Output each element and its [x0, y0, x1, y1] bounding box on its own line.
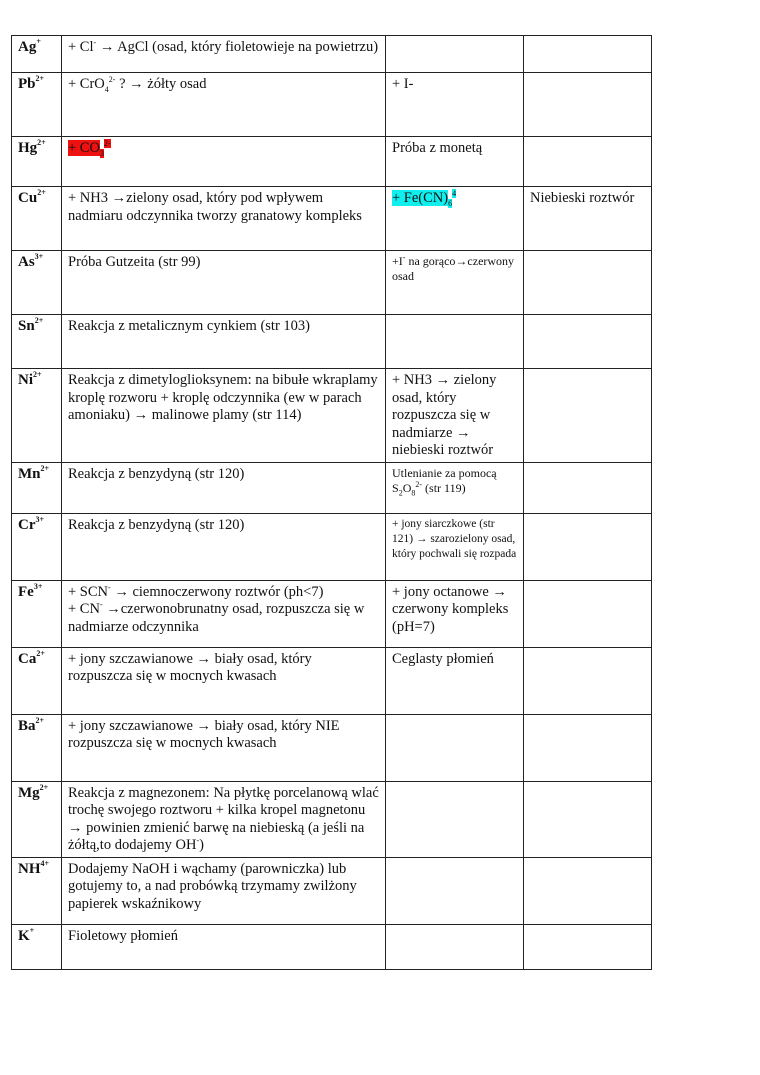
alt-test-part: Ceglasty płomień [392, 650, 494, 667]
ion-symbol [18, 254, 43, 270]
reaction-part: Próba Gutzeita (str 99) [68, 254, 201, 270]
alt-test-part: Utlenianie za pomocą S [392, 465, 497, 495]
ion-cell [12, 714, 62, 781]
ion-base: Pb [18, 76, 36, 92]
reaction-part: + jony szczawianowe → biały osad, który NIE rozpuszcza się w mocnych kwasach [68, 717, 340, 751]
alt-test-part: 2- [415, 479, 423, 489]
ion-symbol [18, 925, 35, 944]
ion-base: Ni [18, 372, 33, 388]
alt-test-part: + Fe(CN) [392, 190, 449, 206]
ion-symbol [18, 648, 45, 667]
ion-charge: 2+ [35, 715, 45, 725]
ion-symbol [18, 463, 50, 482]
reaction-cell [62, 513, 386, 580]
table-row [12, 781, 652, 857]
alt-test-part: 8 [411, 487, 416, 497]
table-row [12, 857, 652, 924]
alt-test-cell [386, 73, 524, 137]
table-body [12, 36, 652, 970]
result-cell [524, 369, 652, 463]
ion-charge: 2+ [37, 138, 46, 147]
ion-cell [12, 36, 62, 73]
ion-cell [12, 580, 62, 647]
ion-symbol [18, 318, 43, 334]
alt-test-part: + jony octanowe → czerwony kompleks (pH=7) [392, 583, 509, 635]
alt-test-cell [386, 924, 524, 969]
alt-test-cell [386, 714, 524, 781]
reaction-part: → ciemnoczerwony roztwór (ph<7) [110, 583, 324, 600]
reaction-cell [62, 857, 386, 924]
reaction-part: + jony szczawianowe → biały osad, który rozpuszcza się w mocnych kwasach [68, 650, 312, 684]
ion-base: As [18, 254, 35, 270]
ion-cell [12, 857, 62, 924]
ion-base: NH [18, 860, 41, 877]
result-cell [524, 857, 652, 924]
ion-base: Mg [18, 784, 40, 801]
reaction-cell [62, 580, 386, 647]
reaction-part: + CO [68, 140, 100, 156]
reaction-part: 2- [103, 139, 111, 149]
reaction-part: Reakcja z benzydyną (str 120) [68, 516, 245, 533]
alt-test-cell [386, 513, 524, 580]
reaction-cell [62, 462, 386, 513]
reaction-part: - [93, 38, 97, 48]
reaction-cell [62, 73, 386, 137]
reaction-part: + NH3 →zielony osad, który pod wpływem nadmiaru odczynnika tworzy granatowy kompleks [68, 190, 362, 224]
result-cell [524, 462, 652, 513]
ion-base: Cu [18, 190, 38, 206]
table-row [12, 36, 652, 73]
ion-charge: 3+ [33, 581, 43, 591]
ion-charge: + [36, 37, 41, 46]
reaction-cell [62, 647, 386, 714]
ion-base: Cr [18, 516, 36, 533]
ion-base: Fe [18, 583, 34, 600]
table-row [12, 513, 652, 580]
ion-charge: 2+ [40, 463, 50, 473]
table-row [12, 315, 652, 369]
ion-base: Hg [18, 140, 38, 156]
reaction-cell [62, 714, 386, 781]
result-cell [524, 647, 652, 714]
alt-test-cell [386, 580, 524, 647]
ion-cell [12, 251, 62, 315]
reaction-part: + CrO [68, 76, 105, 92]
reaction-cell [62, 251, 386, 315]
alt-test-cell [386, 187, 524, 251]
ion-charge: 2+ [37, 188, 46, 197]
alt-test-cell [386, 315, 524, 369]
ion-charge: 4+ [40, 858, 50, 868]
alt-test-cell [386, 857, 524, 924]
ion-symbol [18, 858, 50, 877]
alt-test-part: O [402, 480, 412, 495]
reaction-part: ? → żółty osad [115, 76, 207, 92]
reaction-cell [62, 187, 386, 251]
reaction-part: 3 [99, 148, 104, 158]
alt-test-part: 2 [398, 487, 403, 497]
alt-test-cell [386, 462, 524, 513]
result-cell [524, 315, 652, 369]
ion-base: Ba [18, 717, 36, 734]
alt-test-part: 6 [448, 198, 453, 208]
table-row [12, 187, 652, 251]
alt-test-cell [386, 781, 524, 857]
alt-test-part: + I- [392, 76, 414, 92]
ion-cell [12, 73, 62, 137]
table-row [12, 137, 652, 187]
reaction-part: Reakcja z magnezonem: Na płytkę porcelanową wlać trochę swojego roztworu + kilka kropel magnetonu → powinien zmienić barwę na niebieską (a jeśli na żółtą,to dodajemy OH [68, 784, 379, 853]
reaction-part: + SCN [68, 583, 109, 600]
table-row [12, 924, 652, 969]
reaction-part: + CN [68, 601, 100, 617]
alt-test-cell [386, 369, 524, 463]
ion-charge: 2+ [34, 316, 44, 325]
ion-base: Ag [18, 39, 37, 55]
reaction-part: Reakcja z benzydyną (str 120) [68, 465, 245, 482]
ion-cell [12, 462, 62, 513]
ion-cell [12, 369, 62, 463]
reaction-cell [62, 369, 386, 463]
ion-cell [12, 924, 62, 969]
ion-symbol [18, 140, 46, 156]
alt-test-cell [386, 137, 524, 187]
ion-cell [12, 647, 62, 714]
reaction-part: → AgCl (osad, który fioletowieje na powietrzu) [96, 39, 379, 55]
table-row [12, 580, 652, 647]
reaction-part: →czerwonobrunatny osad, rozpuszcza się w nadmiarze odczynnika [68, 601, 365, 635]
ion-base: K [18, 927, 30, 944]
ion-charge: 2+ [33, 370, 42, 379]
ion-charge: 2+ [39, 782, 49, 792]
ion-base: Ca [18, 650, 37, 667]
ion-cell [12, 781, 62, 857]
ion-charge: 3+ [34, 252, 44, 261]
result-cell [524, 251, 652, 315]
table-row [12, 462, 652, 513]
reaction-part: 2- [108, 75, 116, 85]
alt-test-part: - [402, 253, 406, 262]
alt-test-cell [386, 36, 524, 73]
reaction-part: Reakcja z metalicznym cynkiem (str 103) [68, 318, 310, 334]
alt-test-part: + NH3 → zielony osad, który rozpuszcza się w nadmiarze → niebieski roztwór [392, 372, 497, 458]
reaction-part: Fioletowy płomień [68, 927, 178, 944]
ion-symbol [18, 581, 43, 600]
result-cell: Niebieski roztwór [524, 187, 652, 251]
ion-cell [12, 187, 62, 251]
alt-test-part: 4 [452, 189, 457, 199]
result-cell [524, 580, 652, 647]
ion-symbol [18, 39, 41, 55]
alt-test-part: Próba z monetą [392, 140, 483, 156]
alt-test-part: +I [392, 254, 403, 268]
ion-charge: 2+ [35, 74, 45, 83]
result-cell [524, 73, 652, 137]
alt-test-part: na gorąco→czerwony osad [392, 254, 515, 283]
reaction-part: Reakcja z dimetyloglioksynem: na bibułe wkraplamy kroplę rozworu + kroplę odczynnika (ew w parach amoniaku) → malinowe plamy (str 114) [68, 372, 378, 423]
reaction-cell [62, 137, 386, 187]
result-cell [524, 36, 652, 73]
ion-base: Mn [18, 465, 41, 482]
table-row [12, 369, 652, 463]
ion-cell [12, 315, 62, 369]
reaction-part: - [196, 836, 200, 846]
result-cell [524, 714, 652, 781]
alt-test-cell [386, 251, 524, 315]
ion-tests-table [11, 35, 652, 970]
table-row [12, 73, 652, 137]
reaction-part: - [108, 582, 111, 592]
alt-test-cell [386, 647, 524, 714]
reaction-part: + Cl [68, 39, 94, 55]
alt-test-part: + jony siarczkowe (str 121) → szarozielony osad, który pochwali się rozpada [392, 517, 517, 560]
ion-symbol [18, 514, 45, 533]
reaction-part: - [99, 600, 103, 610]
result-cell [524, 137, 652, 187]
ion-symbol [18, 76, 44, 92]
table-row [12, 714, 652, 781]
result-cell [524, 513, 652, 580]
reaction-cell [62, 36, 386, 73]
reaction-cell [62, 924, 386, 969]
ion-cell [12, 513, 62, 580]
ion-symbol [18, 190, 46, 206]
ion-base: Sn [18, 318, 35, 334]
table-row [12, 647, 652, 714]
result-cell [524, 924, 652, 969]
ion-charge: 3+ [35, 514, 45, 524]
result-cell [524, 781, 652, 857]
ion-cell [12, 137, 62, 187]
table-row [12, 251, 652, 315]
reaction-cell [62, 315, 386, 369]
ion-symbol [18, 715, 45, 734]
alt-test-part: (str 119) [422, 480, 466, 495]
ion-symbol [18, 782, 49, 801]
reaction-cell [62, 781, 386, 857]
reaction-part: Dodajemy NaOH i wąchamy (parowniczka) lub gotujemy to, a nad probówką trzymamy zwilżony papierek wskaźnikowy [68, 860, 357, 912]
ion-charge: 2+ [36, 648, 45, 658]
ion-symbol [18, 372, 42, 388]
reaction-part: 4 [104, 84, 109, 94]
ion-charge: + [29, 925, 35, 935]
reaction-part: ) [199, 837, 204, 853]
